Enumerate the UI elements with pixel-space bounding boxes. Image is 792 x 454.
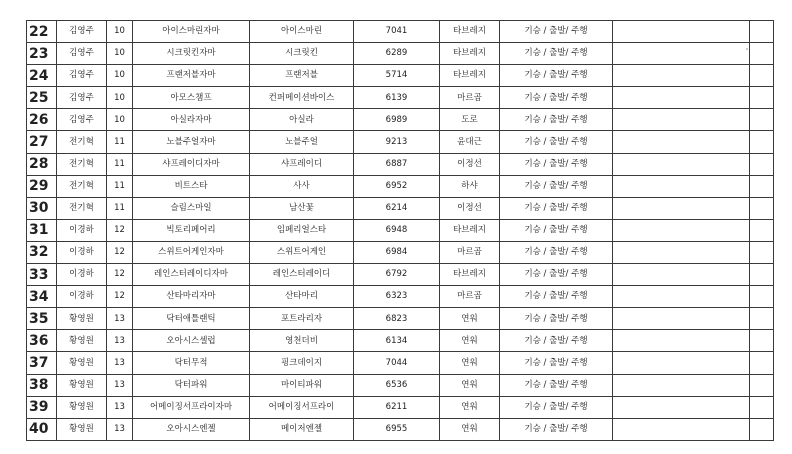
horse-name: 샤프레이디자마 — [133, 153, 250, 175]
registration-number: 9213 — [354, 131, 440, 153]
remark-cell — [613, 219, 750, 241]
sire-name: 레인스터레이디 — [250, 264, 354, 286]
extra-cell — [750, 264, 774, 286]
trainer-name: 마르곱 — [440, 286, 500, 308]
table-row — [27, 352, 774, 374]
trainer-name: 이정선 — [440, 197, 500, 219]
horse-name: 시크릿킨자마 — [133, 43, 250, 65]
check-items: 기승 / 출발/ 주행 — [500, 330, 613, 352]
horse-name: 오아시스셀럽 — [133, 330, 250, 352]
extra-cell — [750, 330, 774, 352]
row-number: 24 — [27, 65, 57, 87]
check-items: 기승 / 출발/ 주행 — [500, 286, 613, 308]
remark-cell — [613, 241, 750, 263]
table-row — [27, 87, 774, 109]
check-items: 기승 / 출발/ 주행 — [500, 352, 613, 374]
rider-name: 이경하 — [57, 264, 107, 286]
remark-cell — [613, 21, 750, 43]
check-items: 기승 / 출발/ 주행 — [500, 396, 613, 418]
row-number: 39 — [27, 396, 57, 418]
sire-name: 컨퍼메이션바이스 — [250, 87, 354, 109]
extra-cell — [750, 219, 774, 241]
extra-cell — [750, 374, 774, 396]
trainer-name: 타브레지 — [440, 43, 500, 65]
registration-number: 6948 — [354, 219, 440, 241]
extra-cell — [750, 87, 774, 109]
trainer-name: 이정선 — [440, 153, 500, 175]
extra-cell — [750, 241, 774, 263]
remark-cell — [613, 330, 750, 352]
remark-cell — [613, 197, 750, 219]
row-number: 37 — [27, 352, 57, 374]
horse-name: 프랜저블자마 — [133, 65, 250, 87]
sire-name: 산타마리 — [250, 286, 354, 308]
horse-name: 산타마리자마 — [133, 286, 250, 308]
table-row — [27, 219, 774, 241]
registration-number: 7041 — [354, 21, 440, 43]
registration-number: 5714 — [354, 65, 440, 87]
table-row — [27, 43, 774, 65]
sire-name: 시크릿킨 — [250, 43, 354, 65]
trainer-name: 타브레지 — [440, 219, 500, 241]
trainer-name: 연워 — [440, 308, 500, 330]
row-number: 35 — [27, 308, 57, 330]
registration-number: 6211 — [354, 396, 440, 418]
remark-cell — [613, 286, 750, 308]
group-number: 12 — [107, 241, 133, 263]
registration-number: 6823 — [354, 308, 440, 330]
check-items: 기승 / 출발/ 주행 — [500, 418, 613, 440]
group-number: 10 — [107, 43, 133, 65]
sire-name: 영천더비 — [250, 330, 354, 352]
table-row — [27, 131, 774, 153]
trainer-name: 마르곱 — [440, 241, 500, 263]
trainer-name: 하샤 — [440, 175, 500, 197]
group-number: 10 — [107, 109, 133, 131]
check-items: 기승 / 출발/ 주행 — [500, 264, 613, 286]
registration-number: 6536 — [354, 374, 440, 396]
rider-name: 황영원 — [57, 330, 107, 352]
row-number: 31 — [27, 219, 57, 241]
row-number: 23 — [27, 43, 57, 65]
row-number: 25 — [27, 87, 57, 109]
remark-cell — [613, 374, 750, 396]
group-number: 10 — [107, 87, 133, 109]
table-row — [27, 153, 774, 175]
horse-name: 노블주얼자마 — [133, 131, 250, 153]
remark-cell — [613, 109, 750, 131]
trainer-name: 연워 — [440, 418, 500, 440]
registration-number: 6134 — [354, 330, 440, 352]
trainer-name: 타브레지 — [440, 264, 500, 286]
rider-name: 전기혁 — [57, 131, 107, 153]
rider-name: 황영원 — [57, 418, 107, 440]
roster-table — [26, 20, 774, 441]
sire-name: 사사 — [250, 175, 354, 197]
sire-name: 프랜저블 — [250, 65, 354, 87]
group-number: 12 — [107, 264, 133, 286]
rider-name: 이경하 — [57, 219, 107, 241]
rider-name: 황영원 — [57, 308, 107, 330]
sire-name: 마이티파워 — [250, 374, 354, 396]
group-number: 11 — [107, 175, 133, 197]
row-number: 33 — [27, 264, 57, 286]
row-number: 40 — [27, 418, 57, 440]
table-row — [27, 286, 774, 308]
check-items: 기승 / 출발/ 주행 — [500, 374, 613, 396]
group-number: 10 — [107, 65, 133, 87]
row-number: 30 — [27, 197, 57, 219]
row-number: 22 — [27, 21, 57, 43]
table-row — [27, 109, 774, 131]
table-row — [27, 65, 774, 87]
rider-name: 전기혁 — [57, 175, 107, 197]
table-row — [27, 330, 774, 352]
registration-number: 6214 — [354, 197, 440, 219]
sire-name: 아이스마린 — [250, 21, 354, 43]
table-row — [27, 241, 774, 263]
extra-cell — [750, 396, 774, 418]
registration-number: 6955 — [354, 418, 440, 440]
sire-name: 스위트어게인 — [250, 241, 354, 263]
remark-cell — [613, 87, 750, 109]
extra-cell — [750, 286, 774, 308]
table-row — [27, 374, 774, 396]
extra-cell — [750, 153, 774, 175]
trainer-name: 연워 — [440, 330, 500, 352]
trainer-name: 연워 — [440, 396, 500, 418]
check-items: 기승 / 출발/ 주행 — [500, 131, 613, 153]
rider-name: 황영원 — [57, 396, 107, 418]
remark-cell — [613, 43, 750, 65]
remark-cell — [613, 264, 750, 286]
registration-number: 6952 — [354, 175, 440, 197]
rider-name: 김영주 — [57, 87, 107, 109]
extra-cell — [750, 21, 774, 43]
check-items: 기승 / 출발/ 주행 — [500, 219, 613, 241]
rider-name: 황영원 — [57, 352, 107, 374]
row-number: 36 — [27, 330, 57, 352]
check-items: 기승 / 출발/ 주행 — [500, 308, 613, 330]
table-row — [27, 396, 774, 418]
scan-speck — [746, 48, 748, 50]
group-number: 12 — [107, 219, 133, 241]
registration-number: 6289 — [354, 43, 440, 65]
remark-cell — [613, 65, 750, 87]
row-number: 32 — [27, 241, 57, 263]
group-number: 11 — [107, 131, 133, 153]
group-number: 12 — [107, 286, 133, 308]
horse-name: 슬림스마일 — [133, 197, 250, 219]
roster-sheet — [26, 20, 773, 440]
registration-number: 6984 — [354, 241, 440, 263]
table-row — [27, 418, 774, 440]
table-row — [27, 264, 774, 286]
group-number: 11 — [107, 197, 133, 219]
check-items: 기승 / 출발/ 주행 — [500, 175, 613, 197]
trainer-name: 타브레지 — [440, 65, 500, 87]
sire-name: 메이저엔젤 — [250, 418, 354, 440]
check-items: 기승 / 출발/ 주행 — [500, 43, 613, 65]
row-number: 38 — [27, 374, 57, 396]
row-number: 27 — [27, 131, 57, 153]
check-items: 기승 / 출발/ 주행 — [500, 241, 613, 263]
table-row — [27, 197, 774, 219]
rider-name: 황영원 — [57, 374, 107, 396]
check-items: 기승 / 출발/ 주행 — [500, 153, 613, 175]
horse-name: 닥터파워 — [133, 374, 250, 396]
group-number: 13 — [107, 330, 133, 352]
remark-cell — [613, 352, 750, 374]
rider-name: 이경하 — [57, 286, 107, 308]
registration-number: 6139 — [354, 87, 440, 109]
trainer-name: 타브레지 — [440, 21, 500, 43]
check-items: 기승 / 출발/ 주행 — [500, 109, 613, 131]
horse-name: 아실라자마 — [133, 109, 250, 131]
extra-cell — [750, 43, 774, 65]
registration-number: 6792 — [354, 264, 440, 286]
row-number: 29 — [27, 175, 57, 197]
extra-cell — [750, 65, 774, 87]
rider-name: 김영주 — [57, 65, 107, 87]
extra-cell — [750, 308, 774, 330]
trainer-name: 도로 — [440, 109, 500, 131]
registration-number: 6989 — [354, 109, 440, 131]
table-row — [27, 21, 774, 43]
check-items: 기승 / 출발/ 주행 — [500, 87, 613, 109]
row-number: 28 — [27, 153, 57, 175]
rider-name: 전기혁 — [57, 153, 107, 175]
horse-name: 닥터무적 — [133, 352, 250, 374]
group-number: 11 — [107, 153, 133, 175]
row-number: 26 — [27, 109, 57, 131]
sire-name: 아실라 — [250, 109, 354, 131]
horse-name: 오아시스엔젤 — [133, 418, 250, 440]
horse-name: 어메이징서프라이자마 — [133, 396, 250, 418]
remark-cell — [613, 153, 750, 175]
group-number: 13 — [107, 374, 133, 396]
remark-cell — [613, 418, 750, 440]
extra-cell — [750, 352, 774, 374]
remark-cell — [613, 175, 750, 197]
extra-cell — [750, 109, 774, 131]
check-items: 기승 / 출발/ 주행 — [500, 197, 613, 219]
rider-name: 김영주 — [57, 109, 107, 131]
rider-name: 김영주 — [57, 21, 107, 43]
trainer-name: 연워 — [440, 374, 500, 396]
trainer-name: 연워 — [440, 352, 500, 374]
sire-name: 핑크데이지 — [250, 352, 354, 374]
sire-name: 임페리얼스타 — [250, 219, 354, 241]
horse-name: 아모스챔프 — [133, 87, 250, 109]
group-number: 13 — [107, 396, 133, 418]
sire-name: 포트라리자 — [250, 308, 354, 330]
horse-name: 레인스터레이디자마 — [133, 264, 250, 286]
extra-cell — [750, 131, 774, 153]
roster-body — [27, 21, 774, 441]
horse-name: 비트스타 — [133, 175, 250, 197]
registration-number: 7044 — [354, 352, 440, 374]
group-number: 13 — [107, 308, 133, 330]
table-row — [27, 308, 774, 330]
rider-name: 김영주 — [57, 43, 107, 65]
group-number: 13 — [107, 352, 133, 374]
group-number: 10 — [107, 21, 133, 43]
row-number: 34 — [27, 286, 57, 308]
registration-number: 6323 — [354, 286, 440, 308]
extra-cell — [750, 197, 774, 219]
horse-name: 빅토리페어리 — [133, 219, 250, 241]
extra-cell — [750, 175, 774, 197]
trainer-name: 마르곱 — [440, 87, 500, 109]
sire-name: 남산꽃 — [250, 197, 354, 219]
sire-name: 샤프레이디 — [250, 153, 354, 175]
registration-number: 6887 — [354, 153, 440, 175]
rider-name: 전기혁 — [57, 197, 107, 219]
remark-cell — [613, 396, 750, 418]
check-items: 기승 / 출발/ 주행 — [500, 65, 613, 87]
sire-name: 어메이징서프라이 — [250, 396, 354, 418]
check-items: 기승 / 출발/ 주행 — [500, 21, 613, 43]
trainer-name: 윤대근 — [440, 131, 500, 153]
table-row — [27, 175, 774, 197]
sire-name: 노블주얼 — [250, 131, 354, 153]
remark-cell — [613, 308, 750, 330]
horse-name: 닥터애틀랜틱 — [133, 308, 250, 330]
rider-name: 이경하 — [57, 241, 107, 263]
horse-name: 스위트어게인자마 — [133, 241, 250, 263]
extra-cell — [750, 418, 774, 440]
group-number: 13 — [107, 418, 133, 440]
horse-name: 아이스마린자마 — [133, 21, 250, 43]
remark-cell — [613, 131, 750, 153]
